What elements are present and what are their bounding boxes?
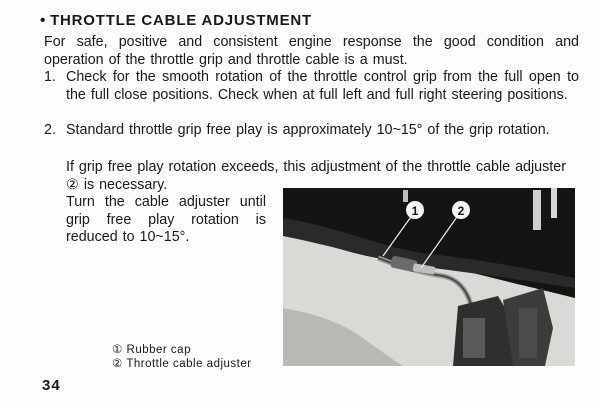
step-2-text: Standard throttle grip free play is approximately 10~15° of the grip rotation. xyxy=(66,122,550,138)
callout-2: 2 xyxy=(457,204,465,218)
legend-number: ② xyxy=(112,358,123,370)
heading-title: THROTTLE CABLE ADJUSTMENT xyxy=(50,12,312,29)
step-1 xyxy=(44,69,579,104)
adjuster-ref: ② xyxy=(66,176,79,193)
step-1-number: 1. xyxy=(44,69,56,85)
intro-paragraph: For safe, positive and consistent engine response the good condition and operation of the throttle grip and throttle cable is a must. xyxy=(44,34,579,68)
step-1-text: Check for the smooth rotation of the throttle control grip from the full open to the full close positions. Check when at full left and full right steering positions. xyxy=(66,69,579,103)
legend-item xyxy=(112,357,252,371)
legend-label: Throttle cable adjuster xyxy=(126,358,252,370)
callout-1: 1 xyxy=(411,204,419,218)
legend-label: Rubber cap xyxy=(126,344,191,356)
photo-legend xyxy=(112,343,252,371)
legend-item xyxy=(112,343,252,357)
step-2 xyxy=(44,122,579,140)
turn-instruction: Turn the cable adjuster until grip free play rotation is reduced to 10~15°. xyxy=(66,194,266,246)
legend-number: ① xyxy=(112,344,123,356)
heading-bullet: • xyxy=(40,12,47,29)
continuation-text-2: is necessary. xyxy=(83,176,168,193)
step-2-number: 2. xyxy=(44,122,56,138)
throttle-photo xyxy=(283,188,575,366)
throttle-illustration xyxy=(283,188,575,366)
continuation-text-1: If grip free play rotation exceeds, this adjustment of the throttle cable adjuster xyxy=(66,159,566,175)
section-heading xyxy=(40,12,312,29)
page-number: 34 xyxy=(42,377,61,394)
